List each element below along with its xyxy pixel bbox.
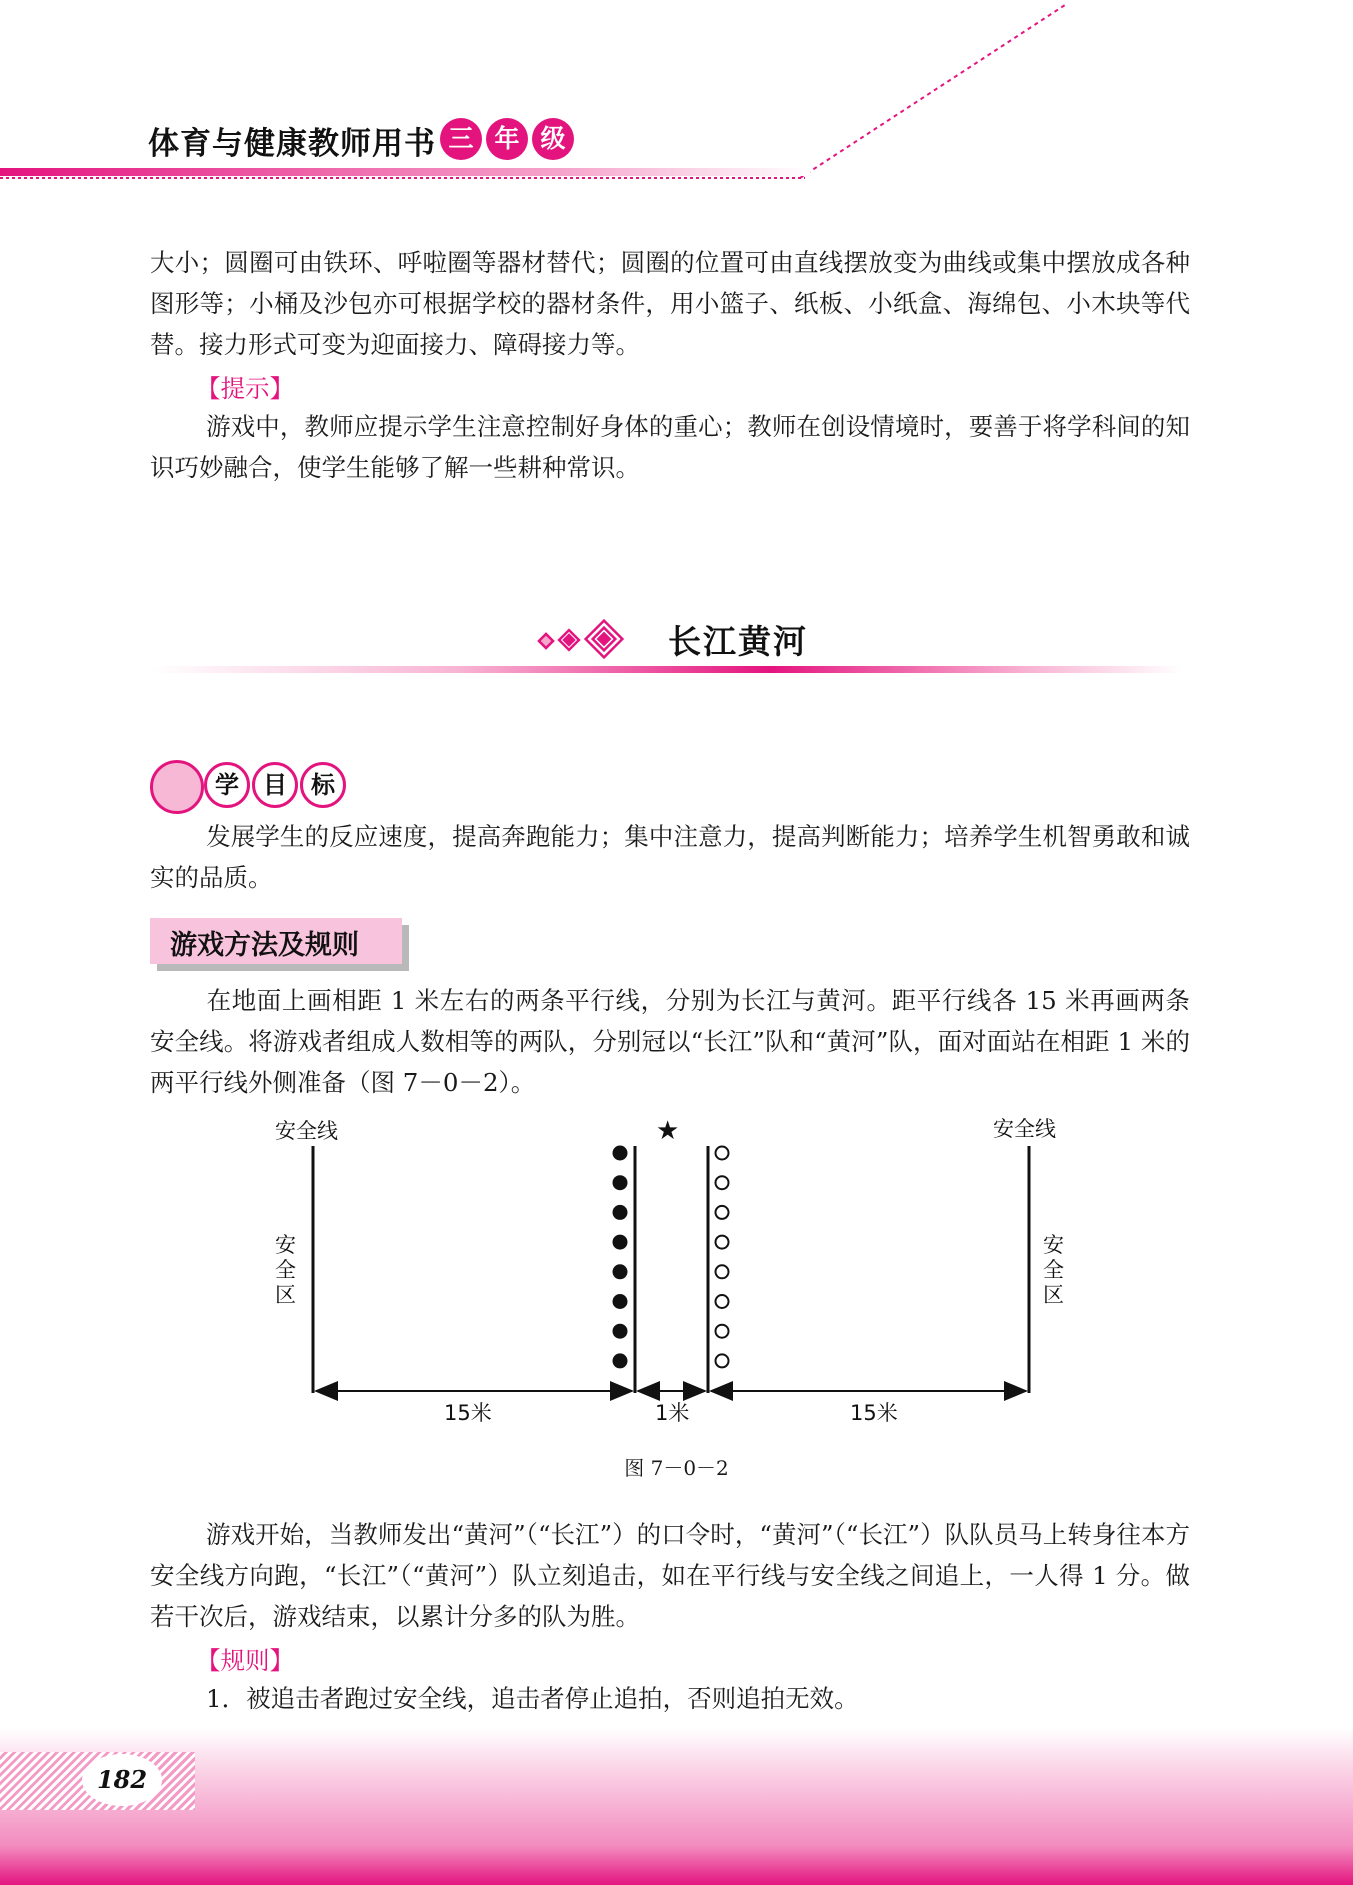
footer-band [0, 1728, 1353, 1885]
team-b-player [716, 1176, 729, 1189]
teacher-star-icon: ★ [656, 1116, 680, 1146]
objective-badge-char: 标 [300, 762, 346, 808]
team-a-player [613, 1294, 628, 1309]
team-a-player [613, 1146, 628, 1161]
rules-label: 【规则】 [196, 1646, 294, 1675]
team-b-player [716, 1265, 729, 1278]
method-title: 游戏方法及规则 [170, 930, 359, 961]
safe-zone-char: 区 [275, 1283, 296, 1307]
safe-zone-char: 安 [1043, 1233, 1064, 1257]
team-a-player [613, 1175, 628, 1190]
objective-paragraph: 发展学生的反应速度，提高奔跑能力；集中注意力，提高判断能力；培养学生机智勇敢和诚实的品质。 [150, 822, 1190, 892]
team-a-player [613, 1264, 628, 1279]
tip-paragraph: 游戏中，教师应提示学生注意控制好身体的重心；教师在创设情境时，要善于将学科间的知识巧妙融合，使学生能够了解一些耕种常识。 [150, 412, 1190, 482]
team-b-player [716, 1295, 729, 1308]
team-a-player [613, 1235, 628, 1250]
team-a-player [613, 1353, 628, 1368]
method-paragraph-2: 游戏开始，当教师发出“黄河”（“长江”）的口令时，“黄河”（“长江”）队队员马上转身往本方安全线方向跑，“长江”（“黄河”）队立刻追击，如在平行线与安全线之间追上，一人得 1 分。做若干次后，游戏结束，以累计分多的队为胜。 [150, 1520, 1190, 1631]
grade-badge-char: 级 [532, 118, 574, 160]
team-a-players [613, 1146, 628, 1369]
safe-zone-char: 安 [275, 1233, 296, 1257]
book-title: 体育与健康教师用书 [148, 126, 436, 162]
distance-label-left: 15米 [444, 1401, 492, 1425]
rule-item: 1．被追击者跑过安全线，追击者停止追拍，否则追拍无效。 [206, 1684, 859, 1713]
team-b-player [716, 1354, 729, 1367]
tip-label: 【提示】 [196, 374, 294, 403]
grade-badge-char: 年 [486, 118, 528, 160]
team-a-player [613, 1205, 628, 1220]
team-a-player [613, 1324, 628, 1339]
objective-badge-char: 目 [252, 762, 298, 808]
grade-badge-char: 三 [440, 118, 482, 160]
method-paragraph: 在地面上画相距 1 米左右的两条平行线，分别为长江与黄河。距平行线各 15 米再画两条安全线。将游戏者组成人数相等的两队，分别冠以“长江”队和“黄河”队，面对面站在相距 1 米的两平行线外侧准备（图 7－0－2）。 [150, 986, 1190, 1097]
team-b-player [716, 1236, 729, 1249]
section-title: 长江黄河 [668, 622, 808, 661]
figure-caption: 图 7－0－2 [624, 1456, 729, 1480]
team-b-player [716, 1206, 729, 1219]
team-b-player [716, 1147, 729, 1160]
team-b-player [716, 1325, 729, 1338]
team-b-players [716, 1147, 729, 1368]
safe-zone-char: 全 [1043, 1258, 1064, 1282]
safety-line-label-left: 安全线 [275, 1119, 338, 1143]
distance-label-mid: 1米 [655, 1401, 690, 1425]
distance-label-right: 15米 [850, 1401, 898, 1425]
intro-paragraph: 大小；圆圈可由铁环、呼啦圈等器材替代；圆圈的位置可由直线摆放变为曲线或集中摆放成各种图形等；小桶及沙包亦可根据学校的器材条件，用小篮子、纸板、小纸盒、海绵包、小木块等代替。接力形式可变为迎面接力、障碍接力等。 [150, 248, 1190, 359]
safe-zone-char: 全 [275, 1258, 296, 1282]
page-number: 182 [82, 1754, 162, 1806]
objective-badge-char: 学 [204, 762, 250, 808]
safety-line-label-right: 安全线 [993, 1117, 1056, 1141]
safe-zone-char: 区 [1043, 1283, 1064, 1307]
